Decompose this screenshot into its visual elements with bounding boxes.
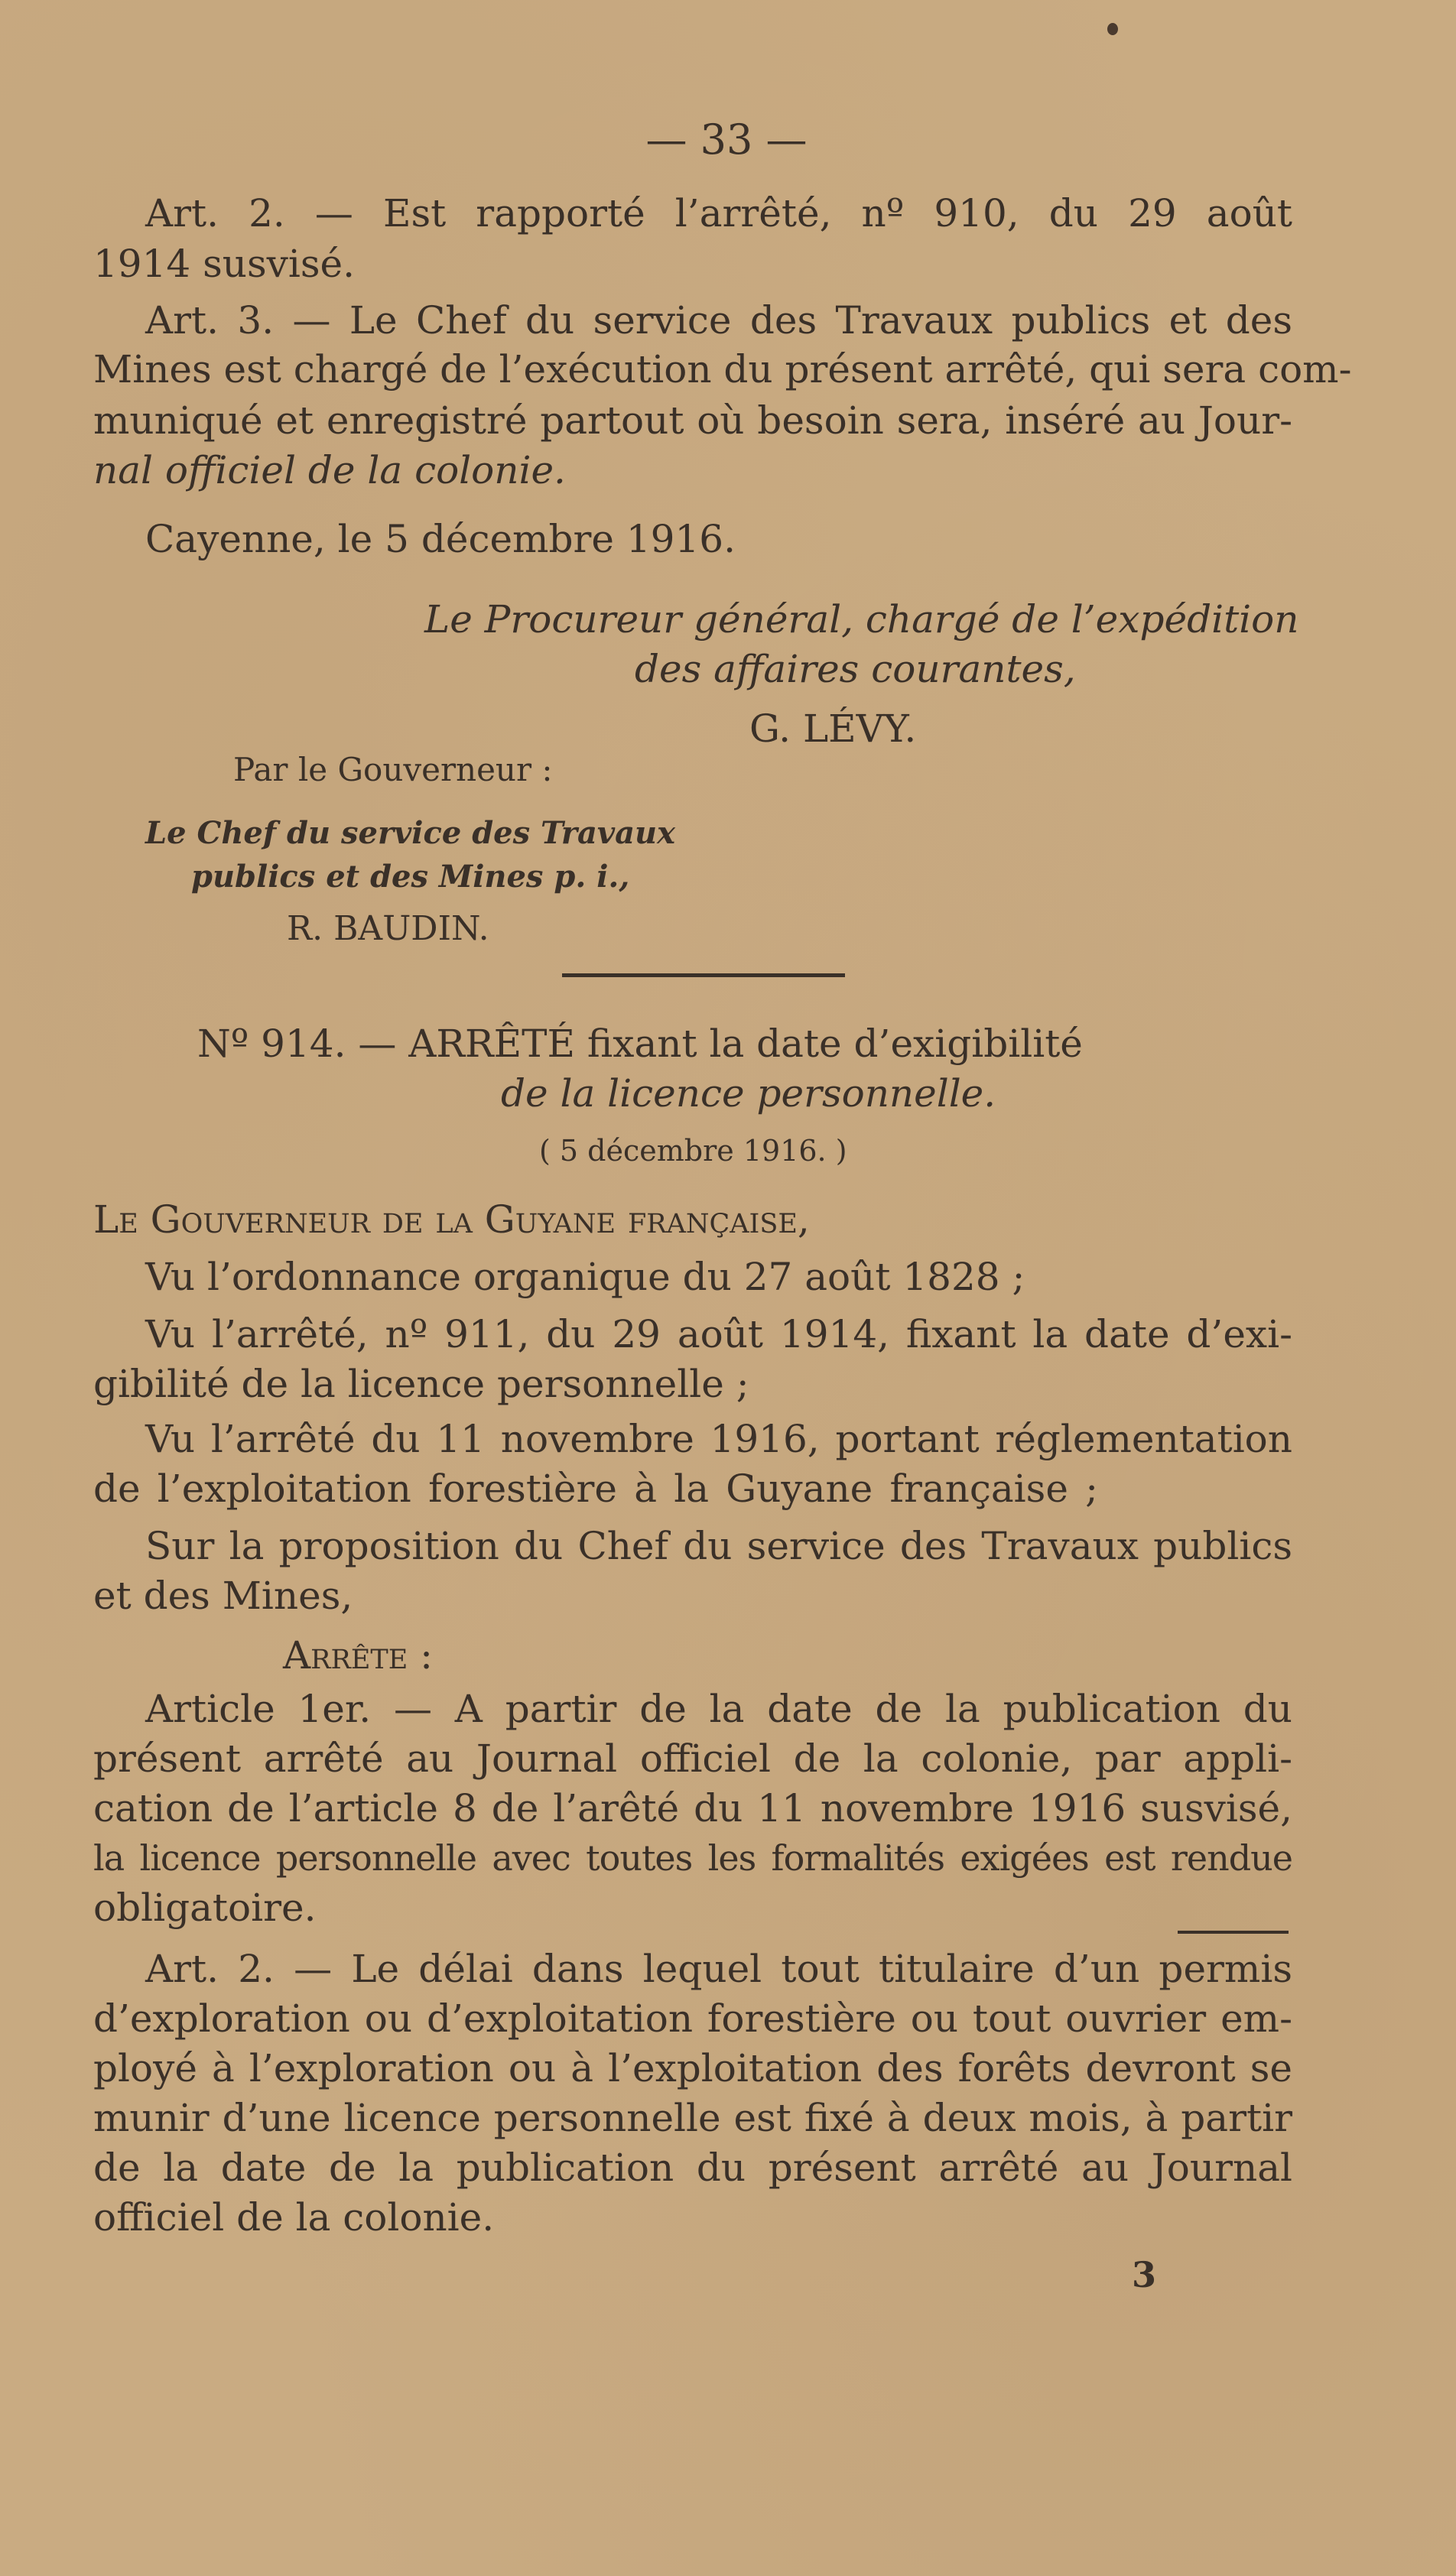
text-line: Article 1er. — A partir de la date de la publication du: [145, 1687, 1292, 1731]
text-line: nal officiel de la colonie.: [93, 448, 566, 492]
text-line: de l’exploitation forestière à la Guyane française ;: [93, 1467, 1098, 1511]
text-line: officiel de la colonie.: [93, 2195, 495, 2240]
decree-heading: de la licence personnelle.: [501, 1071, 996, 1116]
signatory-name: G. LÉVY.: [749, 707, 917, 751]
section-divider: [562, 973, 845, 977]
text-line: la licence personnelle avec toutes les formalités exigées est rendue: [93, 1837, 1292, 1879]
text-line: Art. 2. — Le délai dans lequel tout titulaire d’un permis: [145, 1947, 1292, 1991]
text-line: ployé à l’exploration ou à l’exploitation des forêts devront se: [93, 2046, 1292, 2090]
decree-date: ( 5 décembre 1916. ): [539, 1134, 847, 1168]
text-line: présent arrêté au Journal officiel de la colonie, par appli-: [93, 1736, 1292, 1781]
signatory-title: Le Procureur général, chargé de l’expédition: [424, 597, 1299, 642]
text-line: de la date de la publication du présent arrêté au Journal: [93, 2146, 1292, 2190]
text-line: obligatoire.: [93, 1886, 317, 1930]
text-line: Art. 3. — Le Chef du service des Travaux publics et des: [145, 298, 1292, 343]
text-line: gibilité de la licence personnelle ;: [93, 1362, 749, 1406]
text-line: Vu l’ordonnance organique du 27 août 1828 ;: [145, 1255, 1025, 1299]
ink-speck: [1107, 23, 1118, 35]
signatory-title: des affaires courantes,: [635, 647, 1076, 691]
text-line: Sur la proposition du Chef du service des Travaux publics: [145, 1524, 1292, 1568]
countersign-name: R. BAUDIN.: [287, 909, 489, 948]
ink-mark: [1178, 1931, 1289, 1934]
countersign-title: Le Chef du service des Travaux: [145, 815, 675, 851]
page-number: — 33 —: [645, 115, 808, 164]
text-line: 1914 susvisé.: [93, 242, 356, 286]
text-line: Vu l’arrêté du 11 novembre 1916, portant réglementation: [145, 1417, 1292, 1461]
countersign-title: publics et des Mines p. i.,: [191, 859, 630, 895]
text-line: munir d’une licence personnelle est fixé à deux mois, à partir: [93, 2096, 1292, 2140]
text-line: muniqué et enregistré partout où besoin sera, inséré au Jour-: [93, 398, 1292, 443]
text-line: d’exploration ou d’exploitation forestière ou tout ouvrier em-: [93, 1996, 1292, 2041]
date-line: Cayenne, le 5 décembre 1916.: [145, 517, 736, 561]
text-line: Art. 2. — Est rapporté l’arrêté, nº 910, du 29 août: [145, 191, 1292, 236]
signature-mark: 3: [1132, 2254, 1157, 2295]
decree-heading: Nº 914. — ARRÊTÉ fixant la date d’exigibilité: [197, 1022, 1083, 1066]
countersign-intro: Par le Gouverneur :: [233, 751, 553, 788]
arrete-heading: Arrête :: [283, 1633, 433, 1678]
text-line: Vu l’arrêté, nº 911, du 29 août 1914, fixant la date d’exi-: [145, 1312, 1292, 1356]
text-line: cation de l’article 8 de l’arêté du 11 novembre 1916 susvisé,: [93, 1786, 1292, 1830]
text-line: et des Mines,: [93, 1574, 353, 1618]
text-line: Mines est chargé de l’exécution du présent arrêté, qui sera com-: [93, 347, 1352, 391]
text-line: Le Gouverneur de la Guyane française,: [93, 1197, 810, 1242]
